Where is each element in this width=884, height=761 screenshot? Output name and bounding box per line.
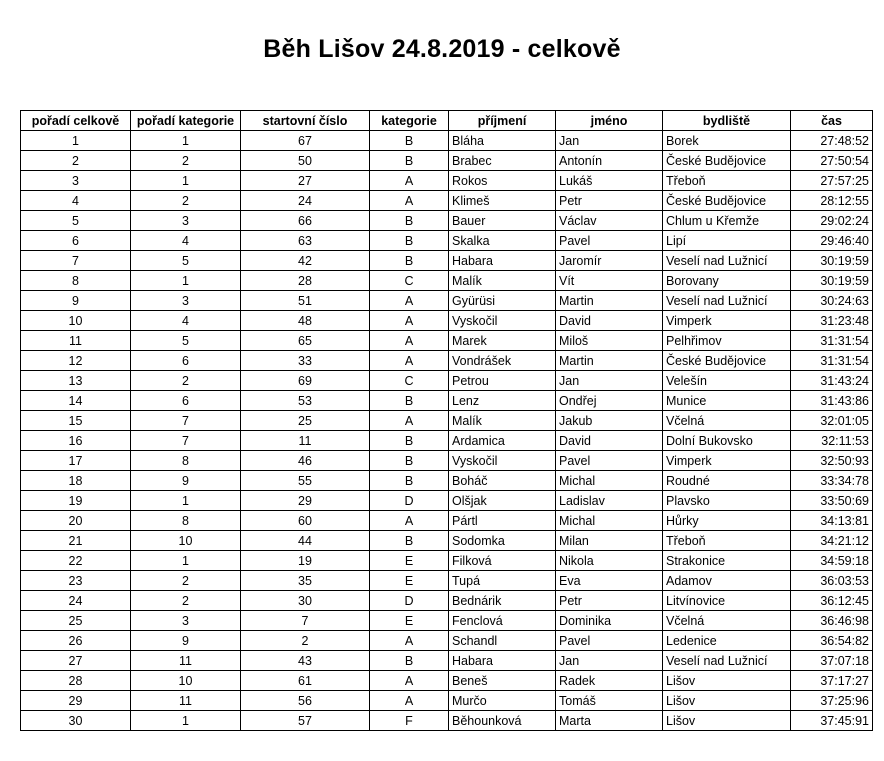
cell-surname: Lenz: [449, 391, 556, 411]
cell-start-number: 30: [241, 591, 370, 611]
cell-residence: Lišov: [663, 671, 791, 691]
cell-start-number: 11: [241, 431, 370, 451]
cell-overall-rank: 8: [21, 271, 131, 291]
header-overall-rank: pořadí celkově: [21, 111, 131, 131]
cell-overall-rank: 15: [21, 411, 131, 431]
cell-category: B: [370, 251, 449, 271]
cell-category-rank: 2: [131, 571, 241, 591]
cell-time: 30:24:63: [791, 291, 873, 311]
table-row: [21, 431, 873, 451]
cell-start-number: 57: [241, 711, 370, 731]
cell-category: A: [370, 171, 449, 191]
table-row: [21, 251, 873, 271]
cell-residence: Lišov: [663, 691, 791, 711]
cell-time: 37:17:27: [791, 671, 873, 691]
cell-first-name: Petr: [556, 591, 663, 611]
cell-surname: Brabec: [449, 151, 556, 171]
cell-surname: Boháč: [449, 471, 556, 491]
cell-time: 32:11:53: [791, 431, 873, 451]
cell-category-rank: 1: [131, 171, 241, 191]
cell-residence: Vimperk: [663, 451, 791, 471]
cell-start-number: 24: [241, 191, 370, 211]
cell-residence: Veselí nad Lužnicí: [663, 651, 791, 671]
cell-surname: Tupá: [449, 571, 556, 591]
table-row: [21, 351, 873, 371]
cell-category-rank: 2: [131, 371, 241, 391]
cell-category-rank: 3: [131, 211, 241, 231]
cell-residence: Třeboň: [663, 531, 791, 551]
table-row: [21, 451, 873, 471]
cell-overall-rank: 13: [21, 371, 131, 391]
table-row: [21, 611, 873, 631]
cell-category: B: [370, 231, 449, 251]
cell-first-name: Václav: [556, 211, 663, 231]
cell-time: 36:03:53: [791, 571, 873, 591]
cell-first-name: Jaromír: [556, 251, 663, 271]
cell-time: 29:46:40: [791, 231, 873, 251]
cell-category: B: [370, 431, 449, 451]
cell-overall-rank: 24: [21, 591, 131, 611]
cell-time: 30:19:59: [791, 271, 873, 291]
cell-surname: Murčo: [449, 691, 556, 711]
cell-category: A: [370, 511, 449, 531]
cell-first-name: Miloš: [556, 331, 663, 351]
cell-category-rank: 1: [131, 551, 241, 571]
cell-residence: České Budějovice: [663, 151, 791, 171]
cell-overall-rank: 30: [21, 711, 131, 731]
cell-start-number: 42: [241, 251, 370, 271]
cell-category: A: [370, 411, 449, 431]
cell-residence: Lipí: [663, 231, 791, 251]
cell-start-number: 51: [241, 291, 370, 311]
cell-surname: Habara: [449, 251, 556, 271]
cell-time: 33:50:69: [791, 491, 873, 511]
cell-first-name: Antonín: [556, 151, 663, 171]
cell-category: B: [370, 211, 449, 231]
cell-category-rank: 5: [131, 331, 241, 351]
cell-surname: Klimeš: [449, 191, 556, 211]
cell-residence: Velešín: [663, 371, 791, 391]
cell-residence: Borek: [663, 131, 791, 151]
cell-category-rank: 11: [131, 691, 241, 711]
cell-overall-rank: 26: [21, 631, 131, 651]
cell-residence: Strakonice: [663, 551, 791, 571]
cell-time: 31:23:48: [791, 311, 873, 331]
table-row: [21, 711, 873, 731]
table-row: [21, 131, 873, 151]
cell-surname: Habara: [449, 651, 556, 671]
table-row: [21, 471, 873, 491]
table-row: [21, 651, 873, 671]
page-title: Běh Lišov 24.8.2019 - celkově: [263, 35, 621, 63]
cell-overall-rank: 3: [21, 171, 131, 191]
cell-start-number: 61: [241, 671, 370, 691]
cell-category-rank: 1: [131, 711, 241, 731]
cell-time: 31:43:86: [791, 391, 873, 411]
cell-surname: Bauer: [449, 211, 556, 231]
cell-time: 34:21:12: [791, 531, 873, 551]
cell-category: A: [370, 351, 449, 371]
cell-first-name: Milan: [556, 531, 663, 551]
cell-time: 30:19:59: [791, 251, 873, 271]
cell-overall-rank: 27: [21, 651, 131, 671]
cell-start-number: 56: [241, 691, 370, 711]
table-row: [21, 671, 873, 691]
header-residence: bydliště: [663, 111, 791, 131]
cell-overall-rank: 17: [21, 451, 131, 471]
cell-overall-rank: 5: [21, 211, 131, 231]
cell-time: 33:34:78: [791, 471, 873, 491]
cell-category-rank: 10: [131, 671, 241, 691]
header-category: kategorie: [370, 111, 449, 131]
cell-surname: Petrou: [449, 371, 556, 391]
cell-category-rank: 4: [131, 231, 241, 251]
cell-category: B: [370, 651, 449, 671]
cell-surname: Beneš: [449, 671, 556, 691]
cell-start-number: 60: [241, 511, 370, 531]
cell-surname: Ardamica: [449, 431, 556, 451]
cell-residence: Lišov: [663, 711, 791, 731]
table-row: [21, 191, 873, 211]
cell-residence: Dolní Bukovsko: [663, 431, 791, 451]
cell-residence: Adamov: [663, 571, 791, 591]
cell-start-number: 66: [241, 211, 370, 231]
cell-first-name: Ondřej: [556, 391, 663, 411]
cell-first-name: Pavel: [556, 231, 663, 251]
cell-category: C: [370, 371, 449, 391]
cell-time: 28:12:55: [791, 191, 873, 211]
cell-residence: Pelhřimov: [663, 331, 791, 351]
cell-surname: Skalka: [449, 231, 556, 251]
cell-category-rank: 3: [131, 611, 241, 631]
cell-start-number: 46: [241, 451, 370, 471]
cell-first-name: David: [556, 431, 663, 451]
table-row: [21, 571, 873, 591]
cell-residence: Ledenice: [663, 631, 791, 651]
results-table: [20, 110, 873, 731]
cell-surname: Sodomka: [449, 531, 556, 551]
cell-category-rank: 5: [131, 251, 241, 271]
table-header-row: [21, 111, 873, 131]
cell-category: B: [370, 531, 449, 551]
cell-start-number: 29: [241, 491, 370, 511]
cell-time: 36:12:45: [791, 591, 873, 611]
cell-residence: Litvínovice: [663, 591, 791, 611]
cell-category-rank: 9: [131, 471, 241, 491]
cell-residence: Munice: [663, 391, 791, 411]
cell-start-number: 55: [241, 471, 370, 491]
cell-overall-rank: 11: [21, 331, 131, 351]
cell-time: 34:59:18: [791, 551, 873, 571]
cell-time: 34:13:81: [791, 511, 873, 531]
cell-residence: Chlum u Křemže: [663, 211, 791, 231]
cell-overall-rank: 16: [21, 431, 131, 451]
cell-category-rank: 2: [131, 591, 241, 611]
cell-category: D: [370, 591, 449, 611]
cell-residence: Veselí nad Lužnicí: [663, 291, 791, 311]
cell-first-name: Michal: [556, 471, 663, 491]
cell-overall-rank: 10: [21, 311, 131, 331]
cell-category-rank: 9: [131, 631, 241, 651]
cell-overall-rank: 2: [21, 151, 131, 171]
cell-category: A: [370, 631, 449, 651]
cell-overall-rank: 20: [21, 511, 131, 531]
cell-overall-rank: 4: [21, 191, 131, 211]
cell-residence: Hůrky: [663, 511, 791, 531]
cell-category: E: [370, 611, 449, 631]
table-body: [21, 131, 873, 731]
cell-overall-rank: 7: [21, 251, 131, 271]
cell-category: A: [370, 671, 449, 691]
cell-overall-rank: 21: [21, 531, 131, 551]
cell-overall-rank: 1: [21, 131, 131, 151]
cell-overall-rank: 9: [21, 291, 131, 311]
table-row: [21, 591, 873, 611]
cell-residence: Vimperk: [663, 311, 791, 331]
cell-category: B: [370, 151, 449, 171]
table-row: [21, 211, 873, 231]
table-row: [21, 411, 873, 431]
cell-category-rank: 2: [131, 191, 241, 211]
cell-category: F: [370, 711, 449, 731]
cell-surname: Marek: [449, 331, 556, 351]
cell-start-number: 35: [241, 571, 370, 591]
cell-category: A: [370, 311, 449, 331]
header-start-number: startovní číslo: [241, 111, 370, 131]
cell-start-number: 50: [241, 151, 370, 171]
cell-first-name: Michal: [556, 511, 663, 531]
cell-first-name: David: [556, 311, 663, 331]
cell-category-rank: 2: [131, 151, 241, 171]
cell-surname: Bednárik: [449, 591, 556, 611]
cell-residence: Borovany: [663, 271, 791, 291]
table-row: [21, 691, 873, 711]
cell-start-number: 33: [241, 351, 370, 371]
cell-first-name: Radek: [556, 671, 663, 691]
table-row: [21, 171, 873, 191]
cell-category-rank: 3: [131, 291, 241, 311]
cell-overall-rank: 6: [21, 231, 131, 251]
cell-category: B: [370, 131, 449, 151]
cell-start-number: 69: [241, 371, 370, 391]
cell-surname: Pártl: [449, 511, 556, 531]
cell-first-name: Martin: [556, 351, 663, 371]
cell-category: E: [370, 571, 449, 591]
cell-first-name: Martin: [556, 291, 663, 311]
cell-start-number: 28: [241, 271, 370, 291]
cell-overall-rank: 12: [21, 351, 131, 371]
table-row: [21, 151, 873, 171]
cell-start-number: 53: [241, 391, 370, 411]
cell-first-name: Jakub: [556, 411, 663, 431]
cell-overall-rank: 14: [21, 391, 131, 411]
table-row: [21, 311, 873, 331]
cell-overall-rank: 19: [21, 491, 131, 511]
cell-start-number: 25: [241, 411, 370, 431]
cell-time: 37:25:96: [791, 691, 873, 711]
cell-first-name: Lukáš: [556, 171, 663, 191]
cell-time: 37:07:18: [791, 651, 873, 671]
cell-start-number: 43: [241, 651, 370, 671]
cell-overall-rank: 22: [21, 551, 131, 571]
cell-category: B: [370, 471, 449, 491]
cell-start-number: 19: [241, 551, 370, 571]
header-surname: příjmení: [449, 111, 556, 131]
cell-surname: Rokos: [449, 171, 556, 191]
cell-start-number: 67: [241, 131, 370, 151]
cell-time: 31:31:54: [791, 351, 873, 371]
cell-first-name: Nikola: [556, 551, 663, 571]
cell-category-rank: 1: [131, 131, 241, 151]
cell-surname: Vyskočil: [449, 311, 556, 331]
cell-overall-rank: 29: [21, 691, 131, 711]
cell-category-rank: 7: [131, 431, 241, 451]
table-row: [21, 631, 873, 651]
table-row: [21, 511, 873, 531]
cell-start-number: 48: [241, 311, 370, 331]
cell-surname: Malík: [449, 411, 556, 431]
cell-category-rank: 7: [131, 411, 241, 431]
cell-time: 29:02:24: [791, 211, 873, 231]
table-row: [21, 551, 873, 571]
cell-time: 27:50:54: [791, 151, 873, 171]
cell-category: A: [370, 191, 449, 211]
cell-first-name: Pavel: [556, 631, 663, 651]
cell-first-name: Pavel: [556, 451, 663, 471]
cell-start-number: 44: [241, 531, 370, 551]
cell-category-rank: 1: [131, 491, 241, 511]
cell-surname: Běhounková: [449, 711, 556, 731]
cell-first-name: Marta: [556, 711, 663, 731]
cell-overall-rank: 23: [21, 571, 131, 591]
cell-surname: Fenclová: [449, 611, 556, 631]
cell-first-name: Dominika: [556, 611, 663, 631]
cell-surname: Filková: [449, 551, 556, 571]
table-row: [21, 291, 873, 311]
cell-category-rank: 6: [131, 351, 241, 371]
cell-category: C: [370, 271, 449, 291]
cell-category-rank: 8: [131, 511, 241, 531]
table-row: [21, 371, 873, 391]
cell-first-name: Vít: [556, 271, 663, 291]
table-row: [21, 391, 873, 411]
cell-first-name: Jan: [556, 371, 663, 391]
cell-residence: Veselí nad Lužnicí: [663, 251, 791, 271]
cell-residence: České Budějovice: [663, 351, 791, 371]
table-row: [21, 271, 873, 291]
cell-overall-rank: 28: [21, 671, 131, 691]
cell-category-rank: 4: [131, 311, 241, 331]
cell-surname: Vyskočil: [449, 451, 556, 471]
cell-category-rank: 10: [131, 531, 241, 551]
cell-surname: Gyürüsi: [449, 291, 556, 311]
cell-residence: Třeboň: [663, 171, 791, 191]
cell-residence: Roudné: [663, 471, 791, 491]
cell-category: B: [370, 451, 449, 471]
cell-start-number: 27: [241, 171, 370, 191]
cell-residence: České Budějovice: [663, 191, 791, 211]
cell-time: 31:31:54: [791, 331, 873, 351]
cell-first-name: Jan: [556, 651, 663, 671]
cell-residence: Plavsko: [663, 491, 791, 511]
cell-first-name: Tomáš: [556, 691, 663, 711]
cell-surname: Vondrášek: [449, 351, 556, 371]
cell-surname: Olšjak: [449, 491, 556, 511]
table-row: [21, 491, 873, 511]
cell-overall-rank: 18: [21, 471, 131, 491]
cell-time: 32:01:05: [791, 411, 873, 431]
cell-category: D: [370, 491, 449, 511]
cell-time: 31:43:24: [791, 371, 873, 391]
cell-time: 27:57:25: [791, 171, 873, 191]
cell-residence: Včelná: [663, 611, 791, 631]
cell-overall-rank: 25: [21, 611, 131, 631]
cell-category: B: [370, 391, 449, 411]
cell-surname: Malík: [449, 271, 556, 291]
header-first-name: jméno: [556, 111, 663, 131]
cell-time: 32:50:93: [791, 451, 873, 471]
cell-category: A: [370, 291, 449, 311]
cell-first-name: Petr: [556, 191, 663, 211]
cell-time: 27:48:52: [791, 131, 873, 151]
cell-category: A: [370, 331, 449, 351]
cell-category: A: [370, 691, 449, 711]
cell-category-rank: 11: [131, 651, 241, 671]
cell-start-number: 7: [241, 611, 370, 631]
header-time: čas: [791, 111, 873, 131]
cell-start-number: 65: [241, 331, 370, 351]
cell-category-rank: 6: [131, 391, 241, 411]
cell-surname: Schandl: [449, 631, 556, 651]
cell-time: 36:46:98: [791, 611, 873, 631]
cell-start-number: 63: [241, 231, 370, 251]
cell-time: 37:45:91: [791, 711, 873, 731]
cell-start-number: 2: [241, 631, 370, 651]
cell-first-name: Eva: [556, 571, 663, 591]
cell-first-name: Ladislav: [556, 491, 663, 511]
cell-surname: Bláha: [449, 131, 556, 151]
cell-category-rank: 1: [131, 271, 241, 291]
cell-first-name: Jan: [556, 131, 663, 151]
cell-residence: Včelná: [663, 411, 791, 431]
table-row: [21, 531, 873, 551]
cell-category: E: [370, 551, 449, 571]
table-row: [21, 231, 873, 251]
header-category-rank: pořadí kategorie: [131, 111, 241, 131]
cell-category-rank: 8: [131, 451, 241, 471]
cell-time: 36:54:82: [791, 631, 873, 651]
table-row: [21, 331, 873, 351]
